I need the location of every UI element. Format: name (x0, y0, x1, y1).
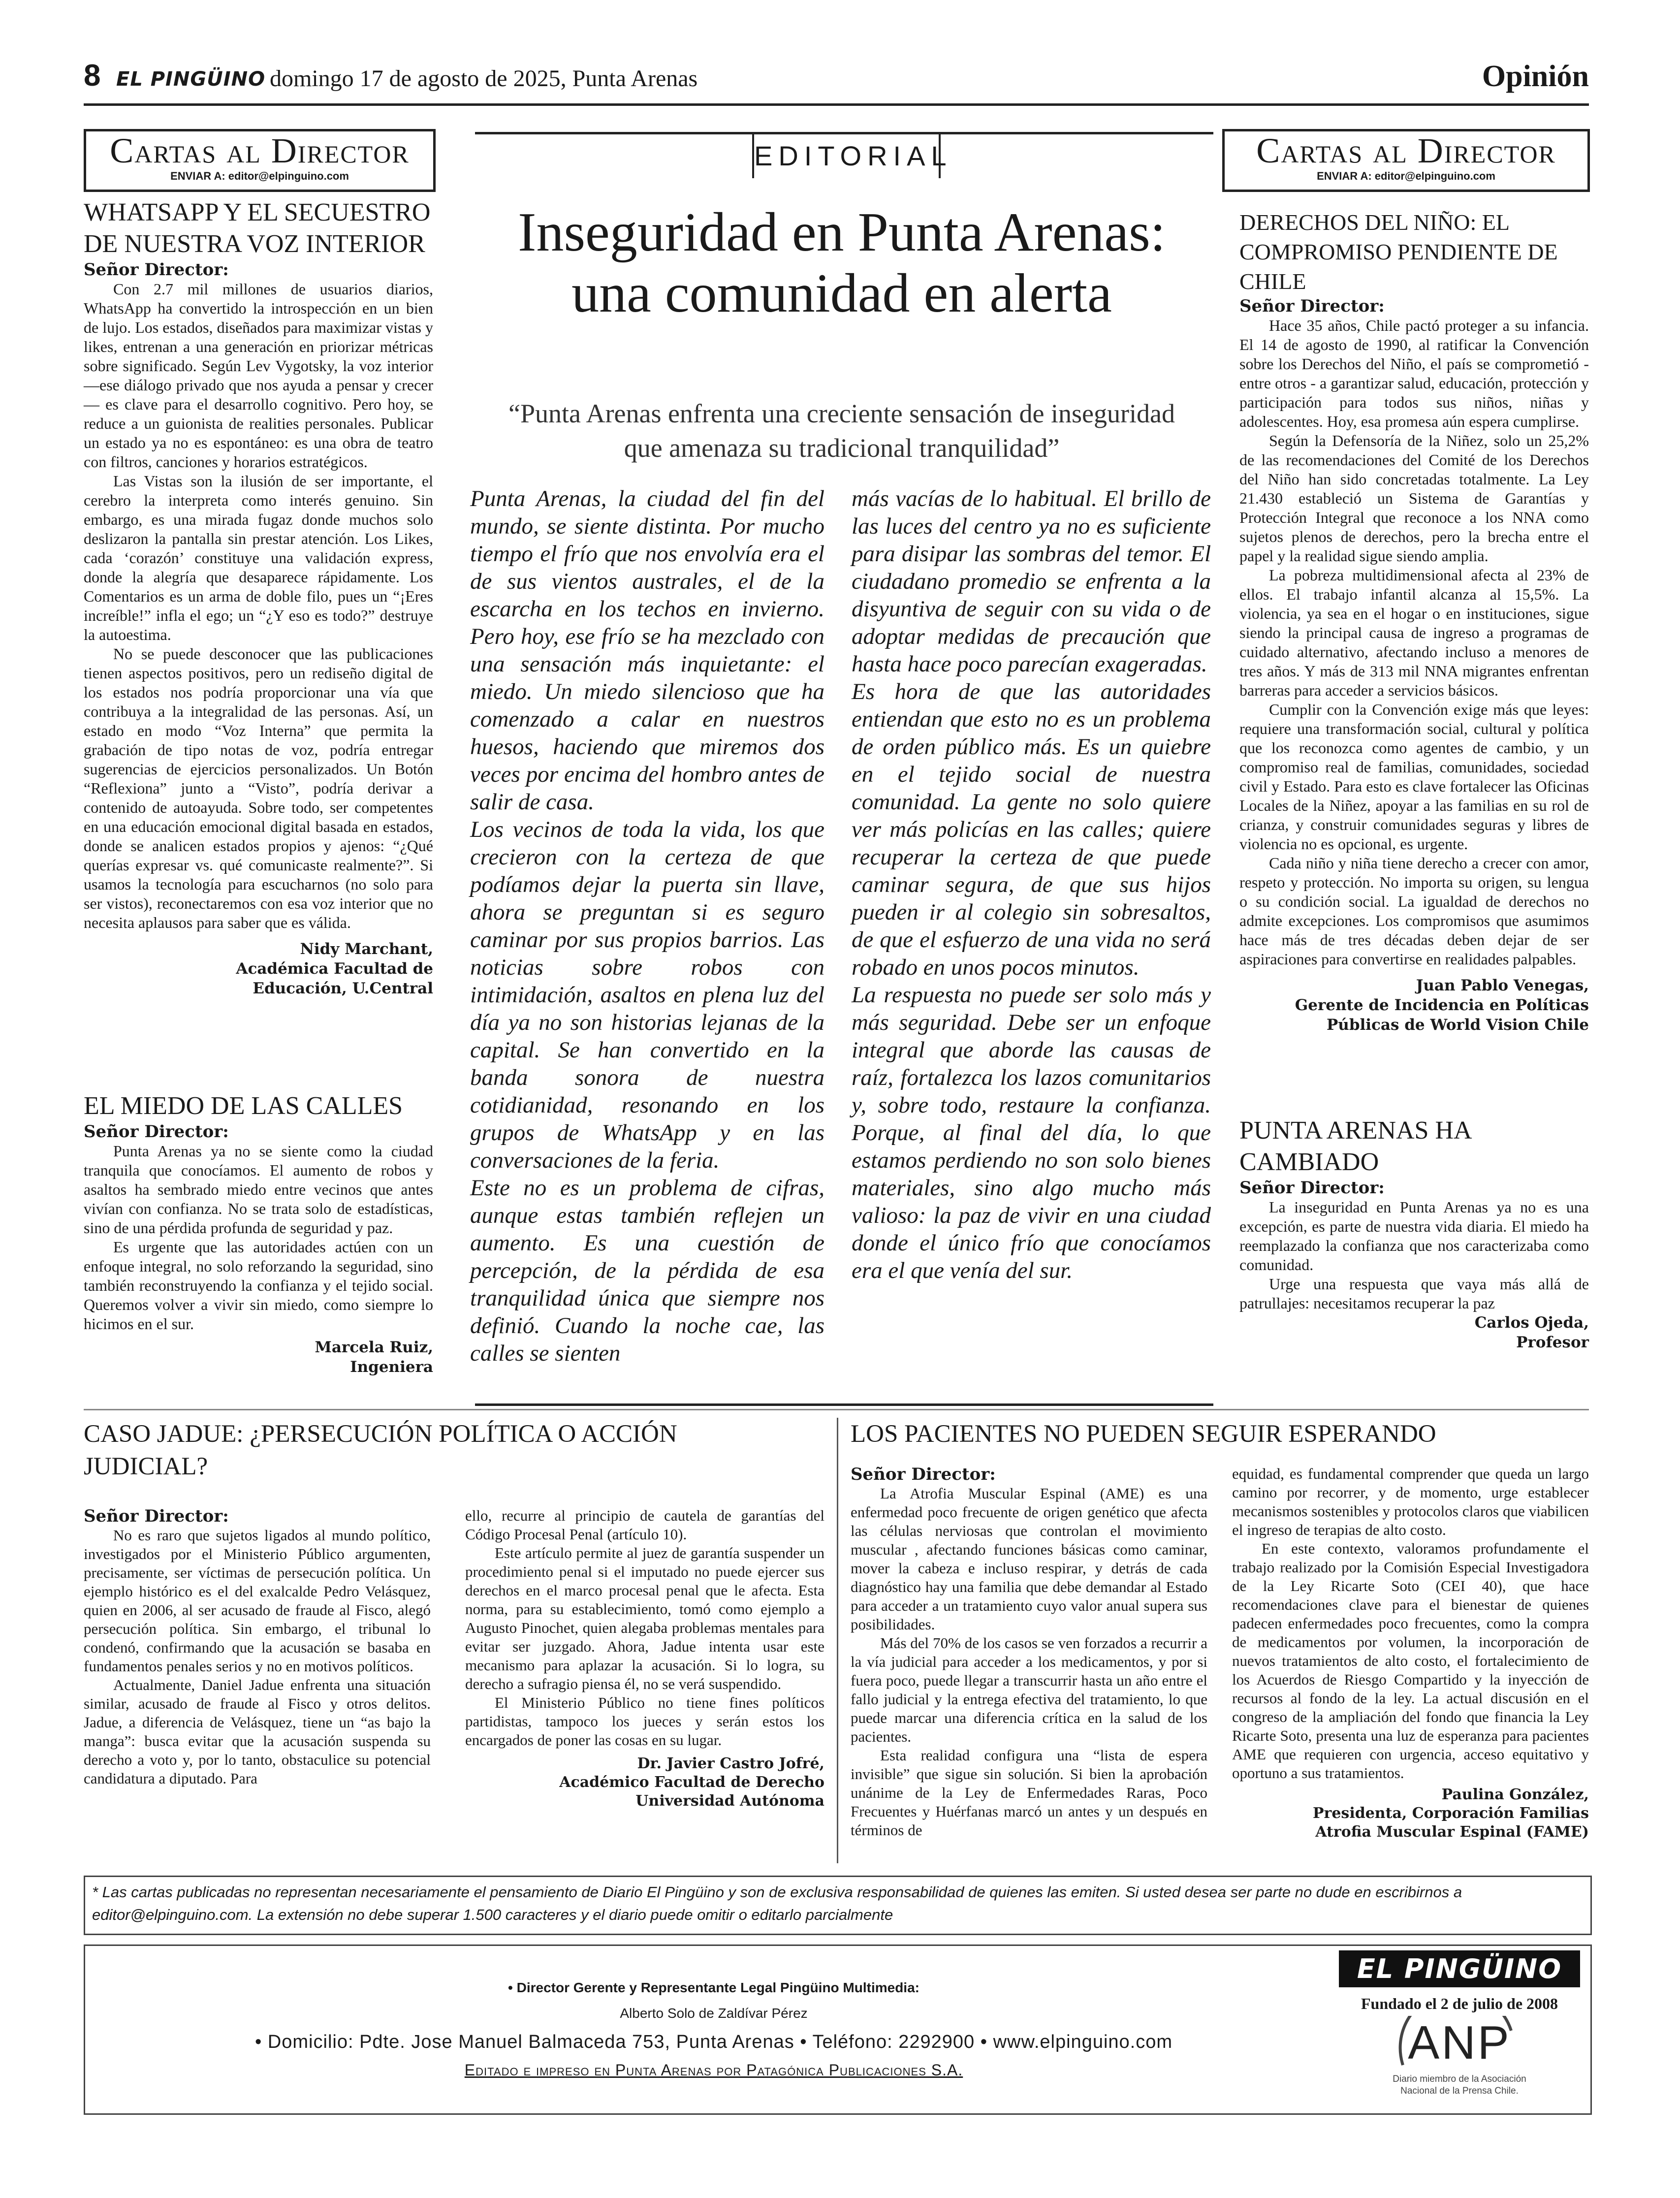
signature-line: Académico Facultad de Derecho (559, 1774, 824, 1791)
letter-headline-jadue: CASO JADUE: ¿PERSECUCIÓN POLÍTICA O ACCIÓN JUDICIAL? (84, 1420, 677, 1480)
address-line: • Domicilio: Pdte. Jose Manuel Balmaceda 753, Punta Arenas • Teléfono: 2292900 • www.elpinguino.com (254, 2032, 1173, 2052)
letter-jadue-col1 (84, 1506, 431, 1788)
editorial-title: Inseguridad en Punta Arenas: una comunidad en alerta (518, 202, 1166, 324)
signature-line: Carlos Ojeda, (1474, 1314, 1589, 1332)
director-name: Alberto Solo de Zaldívar Pérez (620, 2006, 808, 2021)
paragraph: Es hora de que las autoridades entiendan que esto no es un problema de orden público más. Es un quiebre en el tejido social de nuestra comunidad. La gente no solo quiere ver más policías en las calles; quiere recuperar la certeza de que puede caminar segura, de que sus hijos pueden ir al colegio sin sobresaltos, de que el esfuerzo de una vida no será robado en unos pocos minutos. (852, 679, 1211, 980)
letter-miedo-calles (84, 1090, 433, 1377)
letters-box-right (1222, 129, 1590, 192)
letter-derechos-nino (1239, 208, 1589, 1035)
paragraph: ello, recurre al principio de cautela de garantías del Código Procesal Penal (artículo 10). (465, 1507, 824, 1543)
letter-body (1232, 1465, 1589, 1783)
paragraph: Los vecinos de toda la vida, los que crecieron con la certeza de que podíamos dejar la puerta sin llave, ahora se preguntan si es seguro caminar por sus propios barrios. Las noticias sobre robos con intimidación, asaltos en plena luz del día ya no son historias lejanas de la capital. Se han convertido en la banda sonora de nuestra cotidianidad, resonando en los grupos de WhatsApp y en las conversaciones de la feria. (470, 817, 824, 1173)
letter-pacientes-col1 (851, 1465, 1207, 1840)
paragraph: Esta realidad configura una “lista de espera invisible” que sigue sin solución. Si bien la aprobación unánime de la Ley de Enfermedades Raras, Poco Frecuentes y Huérfanas marcó un antes y un después en términos de (851, 1747, 1207, 1839)
page-number: 8 (84, 59, 101, 93)
letter-body (851, 1484, 1207, 1840)
signature-line: Atrofia Muscular Espinal (FAME) (1315, 1823, 1589, 1841)
anp-caption: Diario miembro de la Asociación Nacional de la Prensa Chile. (1393, 2074, 1526, 2096)
anp-mark: ANP (1408, 2016, 1511, 2069)
letters-send-to: ENVIAR A: editor@elpinguino.com (170, 170, 349, 182)
letter-punta-arenas-cambiado (1239, 1115, 1589, 1352)
letter-headline: WHATSAPP Y EL SECUESTRO DE NUESTRA VOZ INTERIOR (84, 198, 431, 258)
paragraph: Hace 35 años, Chile pactó proteger a su infancia. El 14 de agosto de 1990, al ratificar la Convención sobre los Derechos del Niño, el país se comprometió -entre otros - a garantizar salud, educación, protección y participación para todos sus niños, niñas y adolescentes. Hoy, esa promesa aún espera cumplirse. (1239, 317, 1589, 430)
header-date: domingo 17 de agosto de 2025, Punta Arenas (270, 65, 698, 92)
signature-line: Educación, U.Central (253, 980, 433, 997)
letter-whatsapp (84, 197, 433, 998)
signature-line: Públicas de World Vision Chile (1326, 1016, 1589, 1034)
signature-line: Marcela Ruiz, (315, 1338, 433, 1356)
paragraph: Es urgente que las autoridades actúen con un enfoque integral, no solo reforzando la seguridad, sino también reconstruyendo la confianza y el tejido social. Queremos volver a vivir sin miedo, como siempre lo hicimos en el sur. (84, 1238, 433, 1333)
paragraph: El Ministerio Público no tiene fines políticos partidistas, tampoco los jueces y serán estos los encargados de poner las cosas en su lugar. (465, 1694, 824, 1749)
disclaimer-box (84, 1876, 1592, 1935)
letter-salutation: Señor Director: (851, 1465, 996, 1484)
letter-salutation: Señor Director: (84, 1506, 229, 1526)
signature-line: Nidy Marchant, (300, 940, 433, 958)
section-title: Opinión (1482, 60, 1589, 93)
letter-signature (84, 939, 433, 998)
founded-date: Fundado el 2 de julio de 2008 (1361, 1995, 1558, 2012)
signature-line: Juan Pablo Venegas, (1416, 977, 1589, 994)
letter-body (1239, 316, 1589, 969)
letter-headline: EL MIEDO DE LAS CALLES (84, 1092, 403, 1120)
signature-line: Gerente de Incidencia en Políticas (1295, 996, 1589, 1014)
signature-line: Académica Facultad de (236, 960, 433, 978)
paragraph: La Atrofia Muscular Espinal (AME) es una enfermedad poco frecuente de origen genético que afecta las células nerviosas que controlan el movimiento muscular , afectando funciones básicas como caminar, mover la cabeza e incluso respirar, y detrás de cada diagnóstico hay una familia que debe demandar al Estado para acceder a un tratamiento cuyo valor anual supera sus posibilidades. (851, 1485, 1207, 1633)
paragraph: Cada niño y niña tiene derecho a crecer con amor, respeto y protección. No importa su origen, su lengua o su condición social. La igualdad de derechos no admite excepciones. Los compromisos que asumimos hace más de tres décadas deben dejar de ser aspiraciones para convertirse en realidades palpables. (1239, 854, 1589, 968)
signature-line: Paulina González, (1441, 1786, 1589, 1803)
letter-body (1239, 1198, 1589, 1313)
letters-box-title: Cartas al Director (1256, 131, 1556, 170)
paragraph: Según la Defensoría de la Niñez, solo un 25,2% de las recomendaciones del Comité de los Derechos del Niño han sido concretadas totalmente. La Ley 21.430 estableció un Sistema de Garantías y Protección Integral que reconoce a los NNA como sujetos plenos de derechos, pero la brecha entre el papel y la realidad sigue siendo amplia. (1239, 432, 1589, 565)
letter-salutation: Señor Director: (1239, 296, 1385, 316)
header-logo: EL PINGÜINO (116, 68, 266, 91)
letter-headline: PUNTA ARENAS HA CAMBIADO (1239, 1116, 1471, 1176)
letter-signature (1239, 1313, 1589, 1352)
paragraph: Este artículo permite al juez de garantía suspender un procedimiento penal si el imputado no puede ejercer sus derechos en el marco procesal penal que le afecta. Esta norma, para su establecimiento, tomó como ejemplo a Augusto Pinochet, quien alegaba problemas mentales para evitar ser juzgado. Ahora, Jadue intenta usar este mecanismo para aplazar la acusación. Si lo logra, su derecho a sufragio piensa él, no se verá suspendido. (465, 1544, 824, 1692)
letter-body (84, 280, 433, 932)
letter-body (465, 1506, 824, 1750)
letters-box-title: Cartas al Director (110, 131, 410, 170)
letter-salutation: Señor Director: (84, 1122, 229, 1142)
paragraph: más vacías de lo habitual. El brillo de las luces del centro ya no es suficiente para disipar las sombras del temor. El ciudadano promedio se enfrenta a la disyuntiva de seguir con su vida o de adoptar medidas de precaución que hasta hace poco parecían exageradas. (852, 486, 1211, 677)
paragraph: Punta Arenas, la ciudad del fin del mundo, se siente distinta. Por mucho tiempo el frío que nos envolvía era el de sus vientos australes, el de la escarcha en los techos en invierno. Pero hoy, ese frío se ha mezclado con una sensación más inquietante: el miedo. Un miedo silencioso que ha comenzado a calar en nuestros huesos, haciendo que miremos dos veces por encima del hombro antes de salir de casa. (470, 486, 824, 815)
letters-send-to: ENVIAR A: editor@elpinguino.com (1317, 170, 1495, 182)
editorial-column-2 (852, 485, 1211, 1284)
letter-body (84, 1526, 431, 1788)
paragraph: La respuesta no puede ser solo más y más seguridad. Debe ser un enfoque integral que aborde las causas de raíz, fortalezca los lazos comunitarios y, sobre todo, restaure la confianza. Porque, al final del día, lo que estamos perdiendo no son solo bienes materiales, sino algo mucho más valioso: la paz de vivir en una ciudad donde el único frío que conocíamos era el que venía del sur. (852, 982, 1211, 1283)
paragraph: Actualmente, Daniel Jadue enfrenta una situación similar, acusado de fraude al Fisco y otros delitos. Jadue, a diferencia de Velásquez, tiene un “as bajo la manga”: busca evitar que la acusación suspenda su derecho a voto y, por lo tanto, obstaculice su potencial candidatura a diputado. Para (84, 1676, 431, 1787)
paragraph: La inseguridad en Punta Arenas ya no es una excepción, es parte de nuestra vida diaria. El miedo ha reemplazado la confianza que nos caracterizaba como comunidad. (1239, 1198, 1589, 1274)
paragraph: Punta Arenas ya no se siente como la ciudad tranquila que conocíamos. El aumento de robos y asaltos ha sembrado miedo entre vecinos que antes vivían con confianza. No se trata solo de estadísticas, sino de una pérdida profunda de seguridad y paz. (84, 1142, 433, 1237)
letter-pacientes-col2 (1232, 1465, 1589, 1842)
letter-signature (465, 1754, 824, 1811)
signature-line: Ingeniera (350, 1358, 433, 1376)
letter-signature (1239, 976, 1589, 1035)
letter-signature (84, 1338, 433, 1377)
paragraph: Este no es un problema de cifras, aunque estas también reflejen un aumento. Es una cuestión de percepción, de la pérdida de esa tranquilidad única que siempre nos definió. Cuando la noche cae, las calles se sienten (470, 1175, 824, 1366)
paragraph: La pobreza multidimensional afecta al 23% de ellos. El trabajo infantil alcanza al 15,5%. La violencia, ya sea en el hogar o en instituciones, sigue siendo la principal causa de ingreso a programas de cuidado alternativo, afectando incluso a menores de tres años. Y más de 313 mil NNA migrantes enfrentan barreras para acceder a servicios básicos. (1239, 566, 1589, 699)
column-rule (837, 1418, 838, 1863)
paragraph: No se puede desconocer que las publicaciones tienen aspectos positivos, pero un rediseño digital de los estados nos podría proporcionar una vía que contribuya a la integralidad de las personas. Así, un estado en modo “Voz Interna” que permita la grabación de tipo notas de voz, podría entregar sugerencias de ejercicios personalizados. Un Botón “Reflexiona” junto a “Visto”, podría derivar a contenido de autoayuda. Sobre todo, ser competentes en una educación emocional digital basada en estados, donde se analicen estados propios y ajenos: “¿Qué querías expresar vs. qué comunicaste realmente?”. Si usamos la tecnología para escucharnos (no solo para ser vistos), reconectaremos con esa voz interior que no necesita aplausos para saber que es válida. (84, 645, 433, 931)
paragraph: Más del 70% de los casos se ven forzados a recurrir a la vía judicial para acceder a los medicamentos, y por si fuera poco, puede llegar a transcurrir hasta un año entre el fallo judicial y la entrega efectiva del tratamiento, lo que puede marcar una diferencia crítica en la salud de los pacientes. (851, 1634, 1207, 1745)
letter-salutation: Señor Director: (1239, 1178, 1385, 1198)
director-label: • Director Gerente y Representante Legal Pingüino Multimedia: (508, 1980, 919, 1995)
letter-salutation: Señor Director: (84, 260, 229, 280)
letter-headline: DERECHOS DEL NIÑO: EL COMPROMISO PENDIENTE DE CHILE (1239, 210, 1558, 294)
signature-line: Universidad Autónoma (635, 1792, 824, 1810)
letter-body (84, 1142, 433, 1334)
signature-line: Presidenta, Corporación Familias (1312, 1805, 1589, 1822)
editorial-column-1 (470, 485, 824, 1367)
letter-headline-pacientes: LOS PACIENTES NO PUEDEN SEGUIR ESPERANDO (851, 1420, 1436, 1448)
letters-box-left (84, 129, 436, 192)
page-header (84, 58, 1589, 106)
paragraph: Las Vistas son la ilusión de ser importante, el cerebro la interpreta como interés genuino. Sin embargo, es una mirada fugaz donde muchos solo deslizaron la pantalla sin prestar atención. Los Likes, cada ‘corazón’ constituye una validación express, donde la alegría que desaparece rápidamente. Los Comentarios es un arma de doble filo, pues un “¡Eres increíble!” infla el ego; un “¿Y eso es todo?” destruye la autoestima. (84, 472, 433, 643)
section-divider (84, 1409, 1589, 1410)
disclaimer-text: * Las cartas publicadas no representan necesariamente el pensamiento de Diario El Pingüino y son de exclusiva responsabilidad de quienes las emiten. Si usted desea ser parte no dude en escribirnos a editor@elpinguino.com. La extensión no debe superar 1.500 caracteres y el diario puede omitir o editarlo parcialmente (92, 1883, 1462, 1923)
anp-logo (1373, 2016, 1546, 2070)
printed-by: Editado e impreso en Punta Arenas por Patagónica Publicaciones S.A. (464, 2061, 963, 2079)
signature-line: Profesor (1516, 1334, 1589, 1351)
paragraph: En este contexto, valoramos profundamente el trabajo realizado por la Comisión Especial Investigadora de la Ley Ricarte Soto (CEI 40), que hace recomendaciones clave para el bienestar de quienes padecen enfermedades poco frecuentes, como la compra de medicamentos por volumen, la incorporación de nuevos tratamientos de alto costo, el fortalecimiento de los Acuerdos de Riesgo Compartido y la inyección de recursos al fondo de la ley. La actual discusión en el congreso de la ampliación del fondo que financia la Ley Ricarte Soto, presenta una luz de esperanza para pacientes AME que requieren con urgencia, acceso equitativo y oportuno a sus tratamientos. (1232, 1540, 1589, 1782)
footer-logo: EL PINGÜINO (1339, 1950, 1580, 1987)
signature-line: Dr. Javier Castro Jofré, (637, 1755, 824, 1772)
letter-jadue-col2 (465, 1506, 824, 1811)
paragraph: equidad, es fundamental comprender que queda un largo camino por recorrer, y de momento, urge establecer mecanismos sostenibles y protocolos claros que viabilicen el ingreso de terapias de alto costo. (1232, 1465, 1589, 1538)
editorial-pull-quote: “Punta Arenas enfrenta una creciente sensación de inseguridad que amenaza su tradicional tranquilidad” (508, 399, 1175, 463)
paragraph: Cumplir con la Convención exige más que leyes: requiere una transformación social, cultural y política que los reconozca como agentes de cambio, y un compromiso real de familias, comunidades, sociedad civil y Estado. Para esto es clave fortalecer las Oficinas Locales de la Niñez, apoyar a las familias en su rol de crianza, y construir comunidades seguras y libres de violencia no es opcional, es urgente. (1239, 701, 1589, 853)
paragraph: Con 2.7 mil millones de usuarios diarios, WhatsApp ha convertido la introspección en un bien de lujo. Los estados, diseñados para maximizar vistas y likes, entrenan a una generación en priorizar métricas sobre significado. Según Lev Vygotsky, la voz interior —ese diálogo privado que nos ayuda a pensar y crecer— es clave para el desarrollo cognitivo. Pero hoy, se reduce a un guionista de realities personales. Publicar un estado ya no es espontáneo: es una obra de teatro con filtros, canciones y horarios estratégicos. (84, 280, 433, 471)
paragraph: No es raro que sujetos ligados al mundo político, investigados por el Ministerio Público argumenten, precisamente, ser víctimas de persecución política. Un ejemplo histórico es el del exalcalde Pedro Velásquez, quien en 2006, al ser acusado de fraude al Fisco, alegó persecución política. Sin embargo, el tribunal lo condenó, confirmando que la acusación se basaba en fundamentos penales serios y no en motivos políticos. (84, 1527, 431, 1675)
editorial-label: EDITORIAL (752, 134, 941, 178)
letter-signature (1232, 1785, 1589, 1842)
paragraph: Urge una respuesta que vaya más allá de patrullajes: necesitamos recuperar la paz (1239, 1275, 1589, 1312)
